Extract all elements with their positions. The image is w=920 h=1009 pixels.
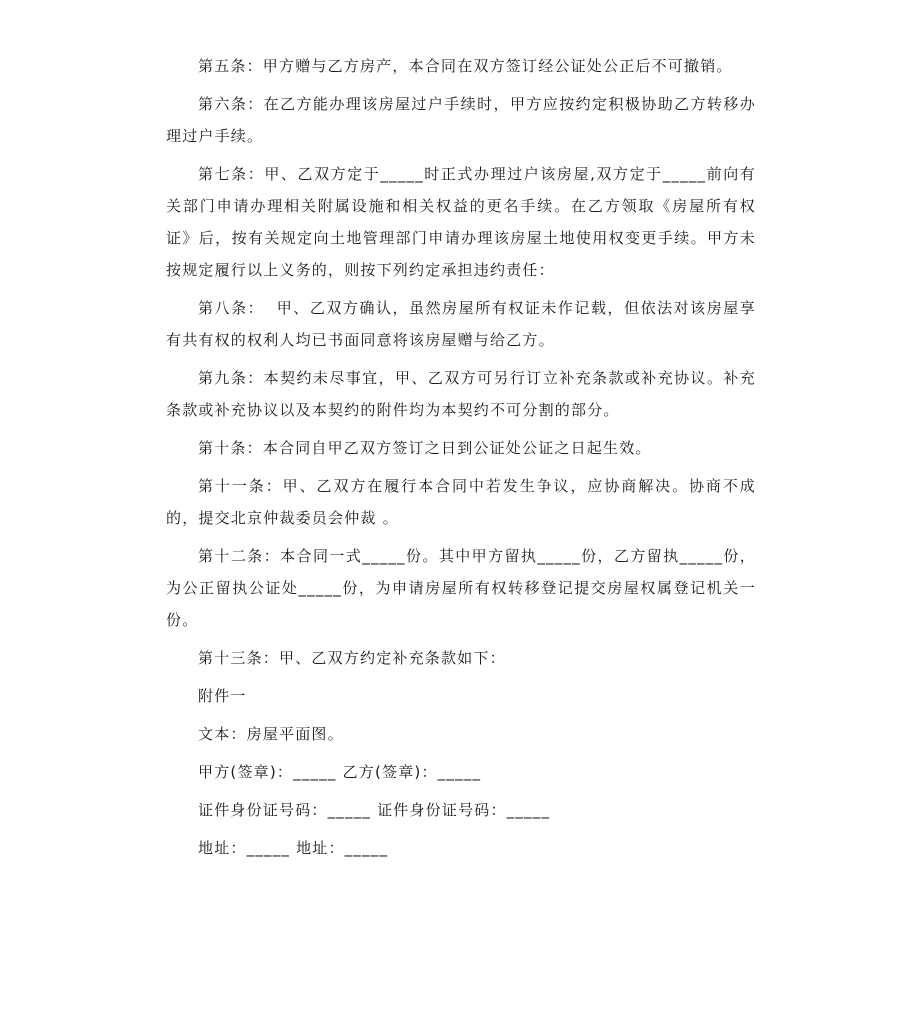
clause-9: 第九条：本契约未尽事宜，甲、乙双方可另行订立补充条款或补充协议。补充条款或补充协议以及本契约的附件均为本契约不可分割的部分。 bbox=[166, 369, 756, 419]
address-line: 地址：_____ 地址：_____ bbox=[198, 839, 389, 857]
clause-5: 第五条：甲方赠与乙方房产，本合同在双方签订经公证处公正后不可撤销。 bbox=[198, 57, 733, 75]
clause-8: 第八条： 甲、乙双方确认，虽然房屋所有权证未作记载，但依法对该房屋享有共有权的权利人均已书面同意将该房屋赠与给乙方。 bbox=[166, 299, 756, 349]
attachment-text: 文本：房屋平面图。 bbox=[198, 725, 344, 743]
id-number-line: 证件身份证号码：_____ 证件身份证号码：_____ bbox=[198, 801, 551, 819]
clause-7: 第七条：甲、乙双方定于_____时正式办理过户该房屋,双方定于_____前向有关部门申请办理相关附属设施和相关权益的更名手续。在乙方领取《房屋所有权证》后，按有关规定向土地管理部门申请办理该房屋土地使用权变更手续。甲方未按规定履行以上义务的，则按下列约定承担违约责任： bbox=[166, 165, 756, 279]
clause-12: 第十二条：本合同一式_____份。其中甲方留执_____份，乙方留执_____份，为公正留执公证处_____份，为申请房屋所有权转移登记提交房屋权属登记机关一份。 bbox=[166, 547, 756, 629]
clause-13: 第十三条：甲、乙双方约定补充条款如下： bbox=[198, 649, 506, 667]
attachment-title: 附件一 bbox=[198, 687, 247, 705]
clause-6: 第六条：在乙方能办理该房屋过户手续时，甲方应按约定积极协助乙方转移办理过户手续。 bbox=[166, 95, 756, 145]
clause-11: 第十一条：甲、乙双方在履行本合同中若发生争议，应协商解决。协商不成的，提交北京仲裁委员会仲裁 。 bbox=[166, 477, 756, 527]
document-page bbox=[166, 50, 756, 870]
clause-10: 第十条：本合同自甲乙双方签订之日到公证处公证之日起生效。 bbox=[198, 439, 652, 457]
signature-line: 甲方(签章)：_____ 乙方(签章)：_____ bbox=[198, 763, 482, 781]
